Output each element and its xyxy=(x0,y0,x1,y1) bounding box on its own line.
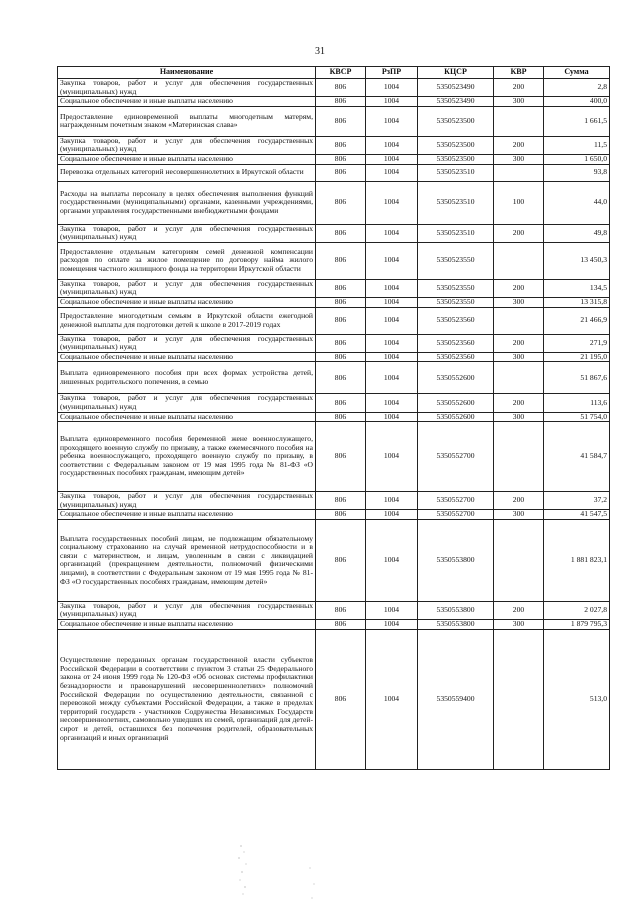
row-sum-cell: 21 466,9 xyxy=(544,307,610,334)
row-sum-cell: 37,2 xyxy=(544,492,610,510)
row-kcsr-cell: 5350552700 xyxy=(418,422,494,492)
row-sum-cell: 11,5 xyxy=(544,136,610,154)
row-rzpr-cell: 1004 xyxy=(366,412,418,422)
row-name-cell: Выплата единовременного пособия беременной жене военнослужащего, проходящего военную службу по призыву, а также ежемесячного пособия на ребенка военнослужащего, проходящего военную службу по призыву, в соответствии с Федеральным законом от 19 мая 1995 года № 81-ФЗ «О государственных пособиях гражданам, имеющим детей» xyxy=(58,422,316,492)
row-rzpr-cell: 1004 xyxy=(366,492,418,510)
header-sum: Сумма xyxy=(544,67,610,79)
row-name-cell: Социальное обеспечение и иные выплаты населению xyxy=(58,412,316,422)
row-kvsr-cell: 806 xyxy=(316,620,366,630)
row-kcsr-cell: 5350553800 xyxy=(418,620,494,630)
page-number: 31 xyxy=(315,46,325,57)
row-name-cell: Закупка товаров, работ и услуг для обеспечения государственных (муниципальных) нужд xyxy=(58,279,316,297)
row-rzpr-cell: 1004 xyxy=(366,97,418,107)
row-rzpr-cell: 1004 xyxy=(366,510,418,520)
row-kvsr-cell: 806 xyxy=(316,362,366,394)
row-kvr-cell: 200 xyxy=(494,136,544,154)
row-kcsr-cell: 5350523510 xyxy=(418,164,494,181)
row-rzpr-cell: 1004 xyxy=(366,629,418,769)
row-sum-cell: 113,6 xyxy=(544,394,610,412)
row-kvr-cell: 300 xyxy=(494,97,544,107)
row-kvr-cell: 300 xyxy=(494,510,544,520)
row-kvsr-cell: 806 xyxy=(316,297,366,307)
row-rzpr-cell: 1004 xyxy=(366,154,418,164)
row-name-cell: Предоставление единовременной выплаты многодетным матерям, награжденным почетным знаком «Материнская слава» xyxy=(58,106,316,136)
row-kvsr-cell: 806 xyxy=(316,154,366,164)
row-kvsr-cell: 806 xyxy=(316,97,366,107)
row-kvr-cell: 300 xyxy=(494,412,544,422)
row-rzpr-cell: 1004 xyxy=(366,519,418,601)
row-name-cell: Социальное обеспечение и иные выплаты населению xyxy=(58,97,316,107)
row-kvsr-cell: 806 xyxy=(316,164,366,181)
row-name-cell: Социальное обеспечение и иные выплаты населению xyxy=(58,352,316,362)
row-sum-cell: 41 584,7 xyxy=(544,422,610,492)
row-kcsr-cell: 5350523500 xyxy=(418,106,494,136)
row-kvr-cell: 100 xyxy=(494,181,544,224)
row-kvr-cell: 200 xyxy=(494,279,544,297)
row-rzpr-cell: 1004 xyxy=(366,181,418,224)
row-sum-cell: 21 195,0 xyxy=(544,352,610,362)
row-rzpr-cell: 1004 xyxy=(366,106,418,136)
row-kvsr-cell: 806 xyxy=(316,394,366,412)
row-rzpr-cell: 1004 xyxy=(366,79,418,97)
row-kvr-cell: 300 xyxy=(494,154,544,164)
row-kvr-cell: 300 xyxy=(494,297,544,307)
row-sum-cell: 51 754,0 xyxy=(544,412,610,422)
row-rzpr-cell: 1004 xyxy=(366,394,418,412)
row-kvr-cell: 200 xyxy=(494,492,544,510)
header-kcsr: КЦСР xyxy=(418,67,494,79)
row-rzpr-cell: 1004 xyxy=(366,224,418,242)
row-name-cell: Социальное обеспечение и иные выплаты населению xyxy=(58,154,316,164)
row-kvsr-cell: 806 xyxy=(316,307,366,334)
row-kvsr-cell: 806 xyxy=(316,629,366,769)
row-sum-cell: 1 661,5 xyxy=(544,106,610,136)
row-kvsr-cell: 806 xyxy=(316,136,366,154)
row-name-cell: Закупка товаров, работ и услуг для обеспечения государственных (муниципальных) нужд xyxy=(58,136,316,154)
row-kvr-cell: 200 xyxy=(494,334,544,352)
row-kvsr-cell: 806 xyxy=(316,422,366,492)
row-name-cell: Расходы на выплаты персоналу в целях обеспечения выполнения функций государственными (муниципальными) органами, казенными учреждениями, органами управления государственными внебюджетными фондами xyxy=(58,181,316,224)
row-kcsr-cell: 5350523560 xyxy=(418,352,494,362)
row-kcsr-cell: 5350523560 xyxy=(418,307,494,334)
row-kvsr-cell: 806 xyxy=(316,601,366,619)
row-kvsr-cell: 806 xyxy=(316,224,366,242)
row-name-cell: Социальное обеспечение и иные выплаты населению xyxy=(58,297,316,307)
row-kcsr-cell: 5350523550 xyxy=(418,279,494,297)
row-rzpr-cell: 1004 xyxy=(366,136,418,154)
header-kvsr: КВСР xyxy=(316,67,366,79)
row-sum-cell: 2 027,8 xyxy=(544,601,610,619)
row-kvsr-cell: 806 xyxy=(316,279,366,297)
row-kcsr-cell: 5350552600 xyxy=(418,394,494,412)
row-rzpr-cell: 1004 xyxy=(366,422,418,492)
row-kvsr-cell: 806 xyxy=(316,106,366,136)
row-kcsr-cell: 5350523510 xyxy=(418,224,494,242)
row-rzpr-cell: 1004 xyxy=(366,362,418,394)
row-kvsr-cell: 806 xyxy=(316,79,366,97)
row-kvsr-cell: 806 xyxy=(316,412,366,422)
row-kcsr-cell: 5350552600 xyxy=(418,362,494,394)
row-kcsr-cell: 5350523490 xyxy=(418,79,494,97)
row-kcsr-cell: 5350553800 xyxy=(418,519,494,601)
row-kvr-cell: 200 xyxy=(494,79,544,97)
row-sum-cell: 1 881 823,1 xyxy=(544,519,610,601)
row-sum-cell: 41 547,5 xyxy=(544,510,610,520)
row-sum-cell: 51 867,6 xyxy=(544,362,610,394)
header-rzpr: РзПР xyxy=(366,67,418,79)
row-sum-cell: 134,5 xyxy=(544,279,610,297)
row-kvr-cell: 200 xyxy=(494,394,544,412)
row-name-cell: Выплата государственных пособий лицам, не подлежащим обязательному социальному страхованию на случай временной нетрудоспособности и в связи с материнством, и лицам, уволенным в связи с ликвидацией организаций (прекращением деятельности, полномочий физическими лицами), в соответствии с Федеральным законом от 19 мая 1995 года № 81-ФЗ «О государственных пособиях гражданам, имеющим детей» xyxy=(58,519,316,601)
row-name-cell: Закупка товаров, работ и услуг для обеспечения государственных (муниципальных) нужд xyxy=(58,601,316,619)
row-sum-cell: 2,8 xyxy=(544,79,610,97)
row-name-cell: Закупка товаров, работ и услуг для обеспечения государственных (муниципальных) нужд xyxy=(58,224,316,242)
row-kvsr-cell: 806 xyxy=(316,242,366,279)
row-kcsr-cell: 5350523560 xyxy=(418,334,494,352)
row-sum-cell: 93,8 xyxy=(544,164,610,181)
row-kcsr-cell: 5350523550 xyxy=(418,297,494,307)
row-kvr-cell: 300 xyxy=(494,620,544,630)
row-rzpr-cell: 1004 xyxy=(366,352,418,362)
row-kvsr-cell: 806 xyxy=(316,492,366,510)
row-kvsr-cell: 806 xyxy=(316,519,366,601)
row-rzpr-cell: 1004 xyxy=(366,307,418,334)
header-name: Наименование xyxy=(58,67,316,79)
row-kcsr-cell: 5350523490 xyxy=(418,97,494,107)
row-sum-cell: 13 450,3 xyxy=(544,242,610,279)
row-name-cell: Выплата единовременного пособия при всех формах устройства детей, лишенных родительского попечения, в семью xyxy=(58,362,316,394)
row-name-cell: Закупка товаров, работ и услуг для обеспечения государственных (муниципальных) нужд xyxy=(58,334,316,352)
row-kcsr-cell: 5350559400 xyxy=(418,629,494,769)
row-rzpr-cell: 1004 xyxy=(366,164,418,181)
row-name-cell: Закупка товаров, работ и услуг для обеспечения государственных (муниципальных) нужд xyxy=(58,79,316,97)
row-rzpr-cell: 1004 xyxy=(366,601,418,619)
row-name-cell: Перевозка отдельных категорий несовершеннолетних в Иркутской области xyxy=(58,164,316,181)
row-kcsr-cell: 5350552600 xyxy=(418,412,494,422)
row-name-cell: Предоставление отдельным категориям семей денежной компенсации расходов по оплате за жилое помещение по договору найма жилого помещения частного жилищного фонда на территории Иркутской области xyxy=(58,242,316,279)
row-name-cell: Социальное обеспечение и иные выплаты населению xyxy=(58,620,316,630)
row-rzpr-cell: 1004 xyxy=(366,620,418,630)
row-kcsr-cell: 5350552700 xyxy=(418,492,494,510)
row-sum-cell: 49,8 xyxy=(544,224,610,242)
row-kvsr-cell: 806 xyxy=(316,352,366,362)
row-kcsr-cell: 5350553800 xyxy=(418,601,494,619)
row-kcsr-cell: 5350523510 xyxy=(418,181,494,224)
row-sum-cell: 13 315,8 xyxy=(544,297,610,307)
row-kvr-cell: 200 xyxy=(494,224,544,242)
row-kcsr-cell: 5350523500 xyxy=(418,154,494,164)
row-name-cell: Социальное обеспечение и иные выплаты населению xyxy=(58,510,316,520)
row-sum-cell: 1 879 795,3 xyxy=(544,620,610,630)
row-name-cell: Осуществление переданных органам государственной власти субъектов Российской Федерации в соответствии с пунктом 3 статьи 25 Федерального закона от 24 июня 1999 года № 120-ФЗ «Об основах системы профилактики безнадзорности и правонарушений несовершеннолетних» полномочий Российской Федерации по осуществлению деятельности, связанной с перевозкой между субъектами Российской Федерации, а также в пределах территорий государств - участников Содружества Независимых Государств несовершеннолетних, самовольно ушедших из семей, организаций для детей-сирот и детей, оставшихся без попечения родителей, образовательных организаций и иных организаций xyxy=(58,629,316,769)
row-name-cell: Закупка товаров, работ и услуг для обеспечения государственных (муниципальных) нужд xyxy=(58,394,316,412)
row-kvsr-cell: 806 xyxy=(316,334,366,352)
row-name-cell: Предоставление многодетным семьям в Иркутской области ежегодной денежной выплаты для подготовки детей к школе в 2017-2019 годах xyxy=(58,307,316,334)
row-kcsr-cell: 5350523550 xyxy=(418,242,494,279)
row-kcsr-cell: 5350523500 xyxy=(418,136,494,154)
row-rzpr-cell: 1004 xyxy=(366,297,418,307)
row-sum-cell: 271,9 xyxy=(544,334,610,352)
row-kcsr-cell: 5350552700 xyxy=(418,510,494,520)
row-sum-cell: 400,0 xyxy=(544,97,610,107)
row-kvsr-cell: 806 xyxy=(316,510,366,520)
row-kvsr-cell: 806 xyxy=(316,181,366,224)
row-rzpr-cell: 1004 xyxy=(366,279,418,297)
header-kvr: КВР xyxy=(494,67,544,79)
row-sum-cell: 513,0 xyxy=(544,629,610,769)
row-name-cell: Закупка товаров, работ и услуг для обеспечения государственных (муниципальных) нужд xyxy=(58,492,316,510)
row-rzpr-cell: 1004 xyxy=(366,242,418,279)
row-sum-cell: 44,0 xyxy=(544,181,610,224)
row-kvr-cell: 200 xyxy=(494,601,544,619)
row-rzpr-cell: 1004 xyxy=(366,334,418,352)
row-kvr-cell: 300 xyxy=(494,352,544,362)
row-sum-cell: 1 650,0 xyxy=(544,154,610,164)
